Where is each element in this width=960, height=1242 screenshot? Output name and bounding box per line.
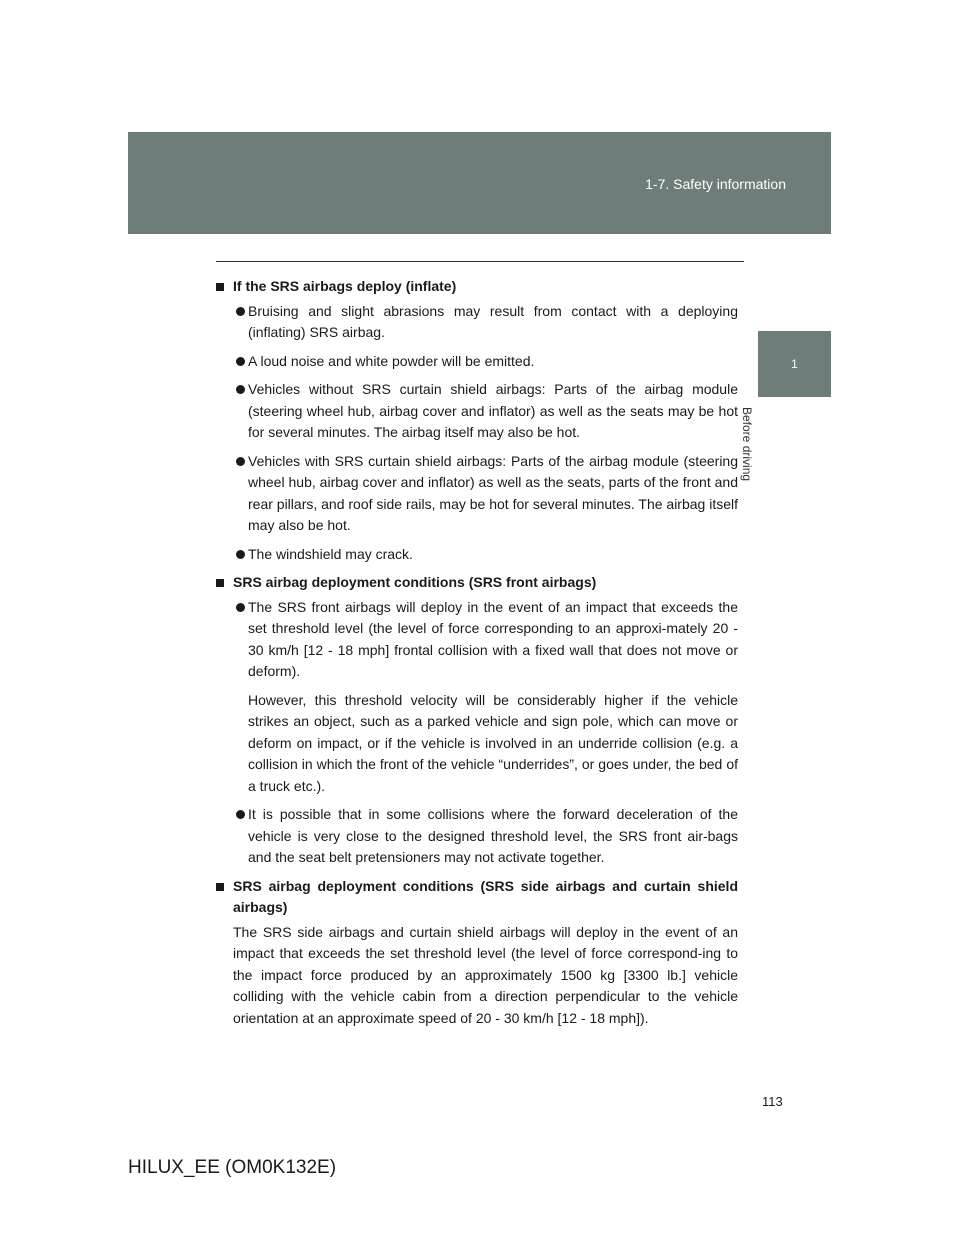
list-item: Vehicles without SRS curtain shield airbags: Parts of the airbag module (steering wheel hub, airbag cover and inflator) as well as the seats may be hot for several minutes. The airbag itself may also be hot. [216,379,738,444]
list-item: It is possible that in some collisions where the forward deceleration of the vehicle is very close to the designed threshold level, the SRS front air-bags and the seat belt pretensioners may not activate together. [216,804,738,869]
round-bullet-icon [236,457,245,466]
square-bullet-icon [216,579,224,587]
round-bullet-icon [236,550,245,559]
page-content [216,276,738,1029]
section-title: 1-7. Safety information [645,176,786,192]
chapter-tab [758,331,831,397]
body-paragraph: The SRS side airbags and curtain shield airbags will deploy in the event of an impact that exceeds the set threshold level (the level of force correspond-ing to the impact force produced by an approximately 1500 kg [3300 lb.] vehicle colliding with the vehicle cabin from a direction perpendicular to the vehicle orientation at an approximate speed of 20 - 30 km/h [12 - 18 mph]). [233,923,738,1026]
section-heading: If the SRS airbags deploy (inflate) [216,276,738,298]
round-bullet-icon [236,357,245,366]
list-item: The windshield may crack. [216,544,738,566]
chapter-label-container [739,407,794,497]
section-heading: SRS airbag deployment conditions (SRS front airbags) [216,572,738,594]
header-band [128,132,831,234]
page-number: 113 [762,1094,783,1109]
list-item: The SRS front airbags will deploy in the event of an impact that exceeds the set threshold level (the level of force corresponding to an approxi-mately 20 - 30 km/h [12 - 18 mph] frontal collision with a fixed wall that does not move or deform). [216,597,738,683]
list-item: Vehicles with SRS curtain shield airbags: Parts of the airbag module (steering wheel hub, airbag cover and inflator) as well as the seats, parts of the front and rear pillars, and roof side rails, may be hot for several minutes. The airbag itself may also be hot. [216,451,738,537]
list-item: A loud noise and white powder will be emitted. [216,351,738,373]
square-bullet-icon [216,883,224,891]
document-code: HILUX_EE (OM0K132E) [128,1157,337,1178]
round-bullet-icon [236,603,245,612]
chapter-number: 1 [791,357,798,371]
header-rule [216,261,744,262]
round-bullet-icon [236,385,245,394]
chapter-label: Before driving [739,407,754,482]
list-item: Bruising and slight abrasions may result from contact with a deploying (inflating) SRS airbag. [216,301,738,344]
round-bullet-icon [236,307,245,316]
continuation-paragraph: However, this threshold velocity will be considerably higher if the vehicle strikes an object, such as a parked vehicle and sign pole, which can move or deform on impact, or if the vehicle is involved in an underride collision (e.g. a collision in which the front of the vehicle “underrides”, or goes under, the bed of a truck etc.). [248,691,738,794]
square-bullet-icon [216,283,224,291]
round-bullet-icon [236,810,245,819]
section-heading: SRS airbag deployment conditions (SRS side airbags and curtain shield airbags) [216,876,738,919]
